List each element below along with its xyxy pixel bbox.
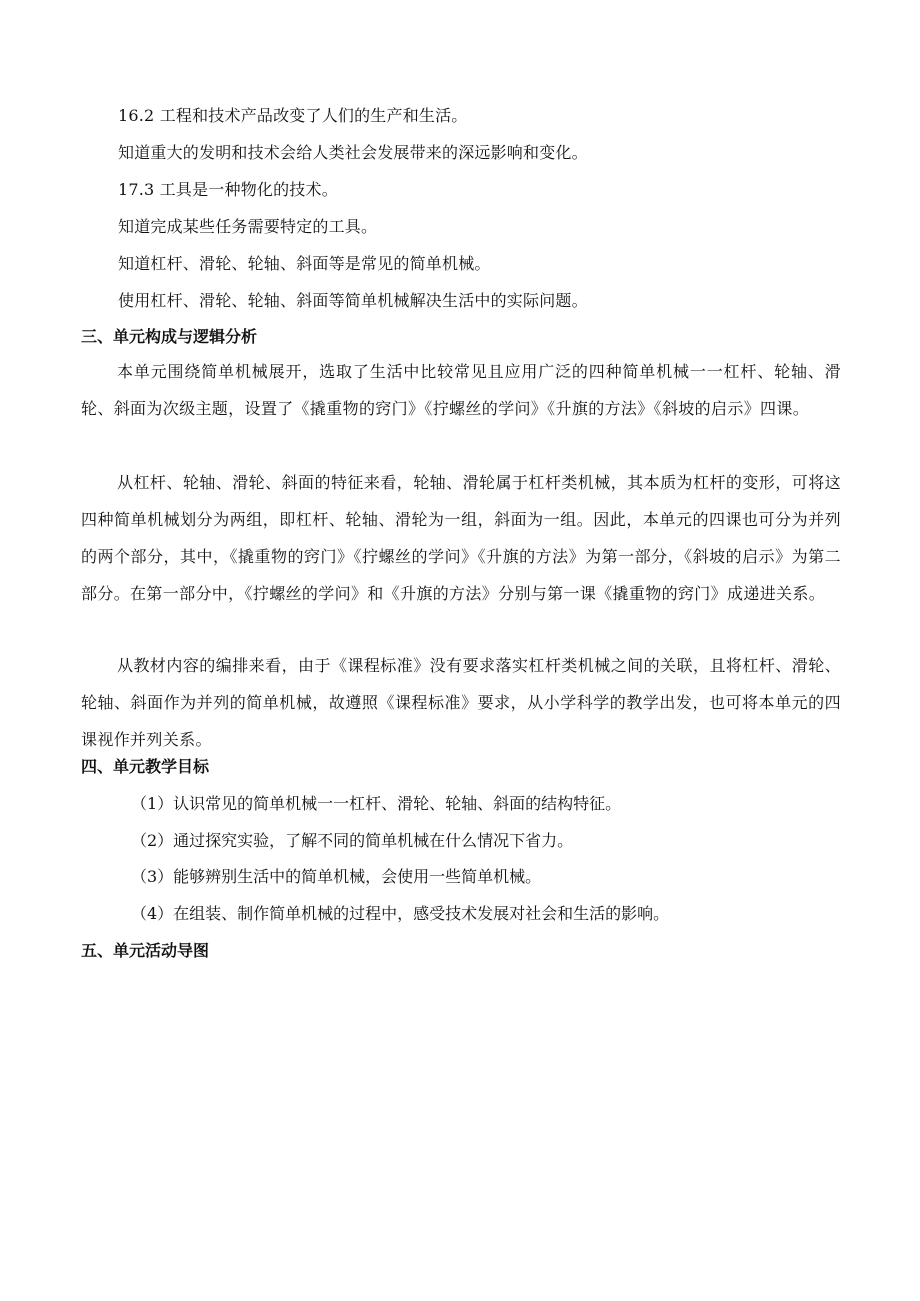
standard-line: 使用杠杆、滑轮、轮轴、斜面等简单机械解决生活中的实际问题。	[118, 291, 588, 310]
goal-item: （3）能够辨别生活中的简单机械，会使用一些简单机械。	[131, 867, 542, 886]
section-heading-goals: 四、单元教学目标	[81, 757, 210, 776]
standard-line: 知道杠杆、滑轮、轮轴、斜面等是常见的简单机械。	[118, 254, 491, 273]
section3-paragraph: 从教材内容的编排来看，由于《课程标准》没有要求落实杠杆类机械之间的关联，且将杠杆、滑轮、轮轴、斜面作为并列的简单机械，故遵照《课程标准》要求，从小学科学的教学出发，也可将本单元的四课视作并列关系。	[81, 656, 841, 749]
section3-paragraph: 本单元围绕简单机械展开，选取了生活中比较常见且应用广泛的四种简单机械一一杠杆、轮轴、滑轮、斜面为次级主题，设置了《撬重物的窍门》《拧螺丝的学问》《升旗的方法》《斜坡的启示》四课。	[81, 362, 841, 418]
goal-item: （2）通过探究实验，了解不同的简单机械在什么情况下省力。	[131, 831, 574, 850]
standard-line: 知道完成某些任务需要特定的工具。	[118, 217, 378, 236]
section-heading-activity-map: 五、单元活动导图	[81, 941, 210, 960]
section-heading-structure: 三、单元构成与逻辑分析	[81, 327, 258, 346]
standard-line: 知道重大的发明和技术会给人类社会发展带来的深远影响和变化。	[118, 143, 588, 162]
goal-item: （4）在组装、制作简单机械的过程中，感受技术发展对社会和生活的影响。	[131, 904, 670, 923]
goal-item: （1）认识常见的简单机械一一杠杆、滑轮、轮轴、斜面的结构特征。	[131, 794, 622, 813]
standard-line: 17.3 工具是一种物化的技术。	[118, 180, 338, 199]
standard-line: 16.2 工程和技术产品改变了人们的生产和生活。	[118, 106, 468, 125]
section3-paragraph: 从杠杆、轮轴、滑轮、斜面的特征来看，轮轴、滑轮属于杠杆类机械，其本质为杠杆的变形，可将这四种简单机械划分为两组，即杠杆、轮轴、滑轮为一组，斜面为一组。因此，本单元的四课也可分为并列的两个部分，其中，《撬重物的窍门》《拧螺丝的学问》《升旗的方法》为第一部分，《斜坡的启示》为第二部分。在第一部分中，《拧螺丝的学问》和《升旗的方法》分别与第一课《撬重物的窍门》成递进关系。	[81, 473, 841, 603]
